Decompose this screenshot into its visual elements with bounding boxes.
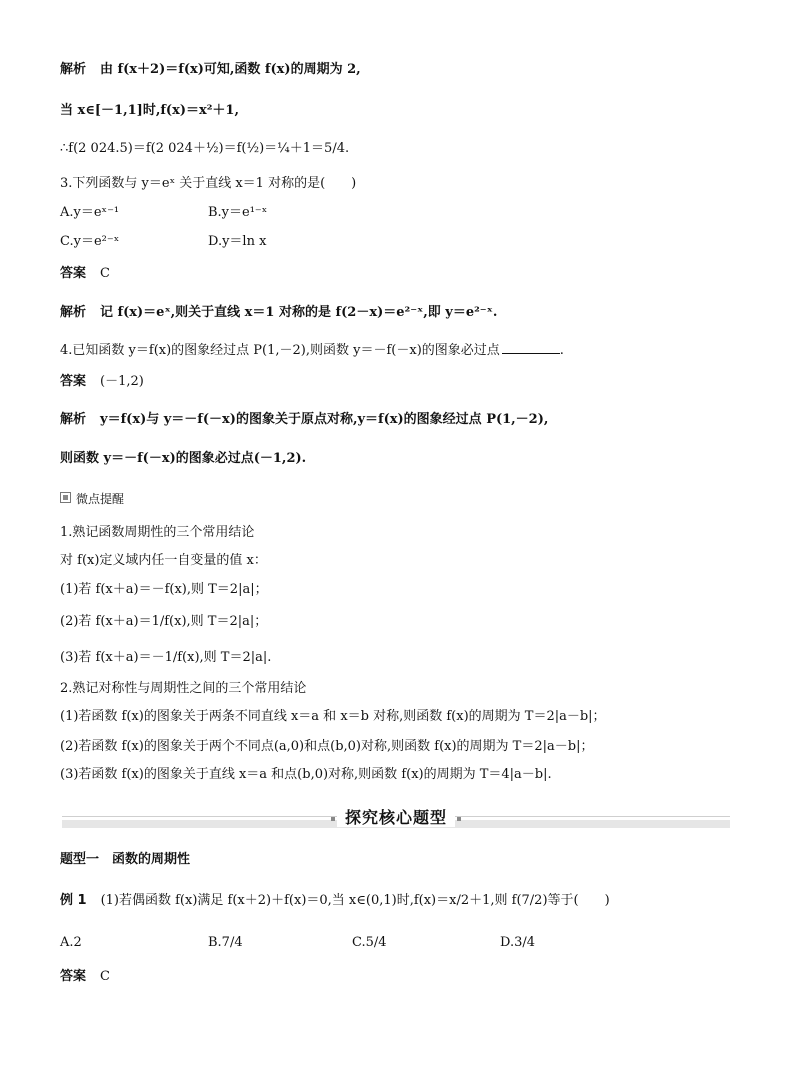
question-4 (60, 340, 564, 360)
tips-header (60, 490, 124, 508)
solution-text: 由 f(x＋2)＝f(x)可知,函数 f(x)的周期为 2, (100, 62, 361, 77)
answer-value: C (100, 969, 110, 984)
section-title: 题型一 函数的周期性 (60, 852, 191, 867)
solution-tag: 解析 (60, 412, 87, 427)
tips-2-item-c: (3)若函数 f(x)的图象关于直线 x＝a 和点(b,0)对称,则函数 f(x)的周期为 T＝4|a－b|. (60, 767, 552, 782)
answer-value: C (100, 266, 110, 281)
solution-4 (60, 411, 548, 429)
solution-3 (60, 304, 497, 322)
example-1 (60, 892, 610, 910)
example-option-d: D.3/4 (500, 935, 536, 950)
q3-option-c: C.y＝e²⁻ˣ (60, 234, 120, 249)
answer-tag: 答案 (60, 969, 87, 984)
example-answer (60, 968, 110, 986)
banner-dot-right (457, 817, 461, 821)
solution-text: y＝f(x)与 y＝－f(－x)的图象关于原点对称,y＝f(x)的图象经过点 P(1,－2), (100, 412, 549, 427)
tips-1-title: 1.熟记函数周期性的三个常用结论 (60, 525, 255, 540)
answer-tag: 答案 (60, 266, 87, 281)
solution-text: 记 f(x)＝eˣ,则关于直线 x＝1 对称的是 f(2－x)＝e²⁻ˣ,即 y＝e²⁻ˣ. (100, 305, 498, 320)
solution-tag: 解析 (60, 62, 87, 77)
banner-title (62, 805, 730, 828)
solution-tag: 解析 (60, 305, 87, 320)
answer-4 (60, 373, 144, 391)
tips-1-item-c: (3)若 f(x＋a)＝－1/f(x),则 T＝2|a|. (60, 650, 272, 665)
example-tag: 例 1 (60, 893, 87, 908)
answer-3 (60, 265, 110, 283)
solution-line-1 (60, 61, 361, 79)
example-text: (1)若偶函数 f(x)满足 f(x＋2)＋f(x)＝0,当 x∈(0,1)时,f(x)＝x/2＋1,则 f(7/2)等于( ) (100, 893, 610, 908)
tips-1-item-a: (1)若 f(x＋a)＝－f(x),则 T＝2|a|； (60, 582, 268, 597)
tips-2-item-a: (1)若函数 f(x)的图象关于两条不同直线 x＝a 和 x＝b 对称,则函数 f(x)的周期为 T＝2|a－b|； (60, 709, 606, 724)
answer-value: (－1,2) (100, 374, 144, 389)
q3-option-b: B.y＝e¹⁻ˣ (208, 205, 268, 220)
question-end: . (559, 343, 564, 358)
section-banner (62, 805, 730, 831)
question-3: 3.下列函数与 y＝eˣ 关于直线 x＝1 对称的是( ) (60, 176, 357, 191)
tips-1-item-b: (2)若 f(x＋a)＝1/f(x),则 T＝2|a|； (60, 614, 268, 629)
solution-4-line-2: 则函数 y＝－f(－x)的图象必过点(－1,2). (60, 451, 307, 466)
q3-option-a: A.y＝eˣ⁻¹ (60, 205, 120, 220)
example-option-b: B.7/4 (208, 935, 243, 950)
tips-header-label: 微点提醒 (76, 492, 125, 506)
banner-title-text: 探究核心题型 (337, 808, 455, 827)
example-option-c: C.5/4 (352, 935, 387, 950)
tips-2-item-b: (2)若函数 f(x)的图象关于两个不同点(a,0)和点(b,0)对称,则函数 f(x)的周期为 T＝2|a－b|； (60, 739, 594, 754)
answer-tag: 答案 (60, 374, 87, 389)
solution-line-3: ∴f(2 024.5)＝f(2 024＋½)＝f(½)＝¼＋1＝5/4. (60, 141, 350, 156)
question-text: 4.已知函数 y＝f(x)的图象经过点 P(1,－2),则函数 y＝－f(－x)的图象必过点 (60, 343, 500, 358)
example-option-a: A.2 (60, 935, 82, 950)
banner-dot-left (331, 817, 335, 821)
solution-line-2: 当 x∈[－1,1]时,f(x)＝x²＋1, (60, 103, 240, 118)
answer-blank (502, 340, 560, 354)
tips-icon (60, 492, 71, 503)
tips-2-title: 2.熟记对称性与周期性之间的三个常用结论 (60, 681, 307, 696)
q3-option-d: D.y＝ln x (208, 234, 267, 249)
tips-1-intro: 对 f(x)定义域内任一自变量的值 x： (60, 553, 267, 568)
